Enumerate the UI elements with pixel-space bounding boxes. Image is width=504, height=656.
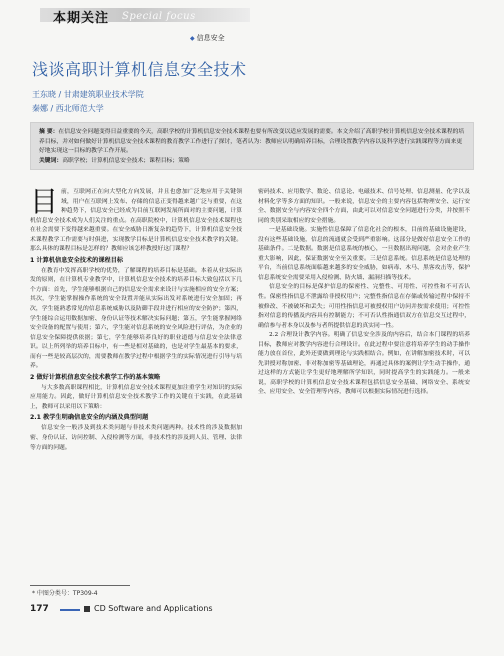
keywords-text: 高职学校；计算机信息安全技术；课程目标；策略 — [62, 157, 190, 164]
left-column — [30, 188, 242, 453]
right-column — [258, 188, 470, 398]
abstract-label: 摘 要： — [39, 129, 59, 135]
intro-paragraph: 目前，互联网正在向大型化方向发展，并且也愈加广泛地应用于关键领域，用户在互联网上发布、存储的信息正变得越来越广泛与重要，在这种趋势下，信息安全已经成为目前互联网发展所面对的主要问题，计算机信息安全技术成为人们关注的重点。在高职院校中，计算机信息安全技术课程也在社会需要下变得越来越重要。在安全威胁日渐复杂的趋势下，计算机信息安全技术课程教学工作需要与时俱进，实现教学目标是计算机信息安全技术教学的关键。那么具体的课程目标是怎样的？教师应该怎样教授好这门课程？ — [30, 188, 242, 253]
body-paragraph: 在教育中发挥高职学校的优势，了解课程的培养目标是基础。本着从业实际出发的原则，在计算机专业教学中，计算机信息安全技术的培养目标大致包括以下几个方面：首先，学生能够根据自己的信息安全需求来设计与实施相应的安全方案；其次，学生能掌握操作系统的安全设置并能从实际出发对系统进行安全加固；再次，学生能熟悉常见的信息系统威胁以及防御手段并进行相应的安全防护；第四，学生能综合运用数据加密、身份认证等技术解决实际问题；第五，学生能掌握网络安全设备的配置与使用；第六，学生能对信息系统的安全风险进行评估，为企业的信息安全保障提供依据；第七，学生能够培养良好的职业道德与信息安全法律意识。以上所列举的培养目标中，有一些是相对基础的，也是对学生最基本的要求，而有一些是较高层次的，需要教师在教学过程中根据学生的实际情况进行引导与培养。 — [30, 267, 242, 370]
body-paragraph: 与大多数高职课程相比，计算机信息安全技术课程更加注重学生对知识的实际应用能力。因此，做好计算机信息安全技术教学工作的关键在于实践，在此基础上，教师可以采用以下策略： — [30, 384, 242, 410]
page-footer — [30, 604, 474, 616]
footer-square-icon — [84, 606, 90, 612]
body-paragraph: 2.2 合理设计教学内容。明确了信息安全涉及的内容后，结合本门课程的培养目标，教师应对教学内容进行合理设计。在此过程中要注意将培养学生的动手操作能力放在首位，此外还要做到理论与实践相结合。例如，在讲解加密技术时，可以先讲授对称加密、非对称加密等基础理论，再通过具体的案例让学生动手操作，通过这样的方式能让学生更好地理解所学知识，同时提高学生的实践能力。一般来说，高职学校的计算机信息安全技术课程包括信息安全基础、网络安全、系统安全、应用安全、安全管理等内容，教师可以根据实际情况进行选择。 — [258, 332, 470, 396]
footnote-rule — [30, 585, 130, 586]
page-number: 177 — [30, 604, 49, 614]
body-paragraph: 信息安全一般涉及到技术类问题与非技术类问题两种。技术性的涉及数据加密、身份认证、访问控制、入侵检测等方面，非技术性的涉及到人员、管理、法律等方面的问题。 — [30, 425, 242, 451]
bullet-icon: ◆ — [190, 35, 195, 42]
column-name-en: Special focus — [122, 11, 196, 22]
abstract-box — [30, 122, 474, 170]
abstract-text: 在信息安全问题变得日益重要的今天，高职学校的计算机信息安全技术课程也要有所改变以适应发展的需要。本文介绍了高职学校计算机信息安全技术课程的培养目标，并对如何做好计算机信息安全技术课程的教育教学工作进行了探讨，笔者认为：教师应认明确培养目标，合理设置教学内容以及科学进行实践课程等方面来更好地实现这一目标的教学工作开展。 — [39, 129, 465, 155]
magazine-name: CD Software and Applications — [94, 604, 213, 613]
author-list — [32, 88, 144, 116]
body-paragraph: 密码技术、应用数学、数论、信息论、电磁技术、信号处理、信息测量、化学以及材料化学等多方面的知识。一般来说，信息安全的主要内容包括物理安全、运行安全、数据安全与内容安全四个方面，由此可以对信息安全问题进行分类，并按照不同的类别采取相应的安全措施。 — [258, 189, 470, 224]
section-heading-2: 2 做好计算机信息安全技术教学工作的基本策略 — [30, 373, 161, 381]
keywords-label: 关键词： — [39, 157, 63, 164]
running-header — [40, 6, 460, 28]
body-paragraph: 信息安全的目标是保护信息的保密性、完整性、可用性、可控性和不可否认性。保密性指信息不泄露给非授权用户；完整性指信息在存储或传输过程中保持不被修改、不被破坏和丢失；可用性指信息可被授权用户访问并按需求使用；可控性指对信息的传播及内容具有控制能力；不可否认性指通信双方在信息交互过程中，确信参与者本身以及参与者所提供信息的真实同一性。 — [258, 284, 470, 329]
footer-rule — [60, 609, 80, 611]
footnote: * 中图分类号：TP309-4 — [32, 590, 98, 597]
section-label: ◆ 信息安全 — [190, 34, 225, 42]
subsection-heading-2-1: 2.1 教学生明确信息安全的内涵及典型问题 — [30, 414, 149, 422]
drop-cap: 目 — [30, 188, 59, 218]
article-title: 浅谈高职计算机信息安全技术 — [32, 60, 247, 79]
author-2: 秦娜 / 西北师范大学 — [32, 104, 104, 113]
body-paragraph: 一是基础设施。实施性信息保障了信息化社会的根本，目前的基础设施建设，没有这些基础设施，信息的流通就会受到严重影响。这部分是做好信息安全工作的基础条件。二是数据。数据是信息系统的核心，一旦数据出现问题，会对企业产生重大影响，因此，保证数据安全至关重要。三是信息系统。信息系统是信息处理的平台，当前信息系统面临越来越多的安全威胁，如病毒、木马、黑客攻击等，保护信息系统安全需要采用入侵检测、防火墙、漏洞扫描等技术。 — [258, 227, 470, 281]
author-1: 王东晓 / 甘肃建筑职业技术学院 — [32, 90, 144, 99]
section-heading-1: 1 计算机信息安全技术的课程目标 — [30, 256, 124, 264]
column-name: 本期关注 — [53, 11, 110, 26]
